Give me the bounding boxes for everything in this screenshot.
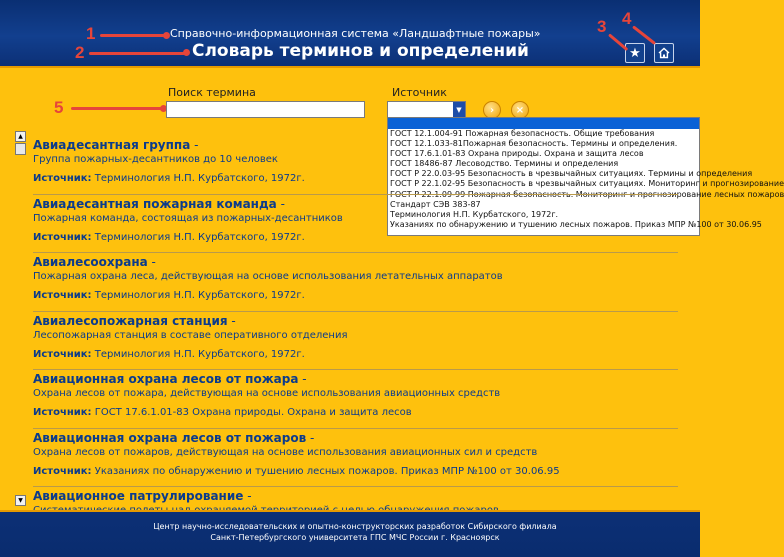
term-source: Терминология Н.П. Курбатского, 1972г.: [94, 173, 305, 184]
source-prefix: Источник:: [33, 407, 92, 418]
triangle-down-icon: ▼: [18, 497, 23, 504]
annotation-2: 2: [75, 43, 85, 62]
term-source: Терминология Н.П. Курбатского, 1972г.: [94, 290, 305, 301]
dropdown-option[interactable]: ГОСТ 18486-87 Лесоводство. Термины и определения: [390, 159, 619, 169]
list-item: Авиадесантная группа - Группа пожарных-десантников до 10 человек Источник: Терминология Н.П. Курбатского, 1972г.: [33, 136, 678, 195]
term-link[interactable]: Авиационная охрана лесов от пожаров: [33, 430, 307, 445]
dropdown-option[interactable]: Терминология Н.П. Курбатского, 1972г.: [390, 209, 559, 219]
dropdown-option[interactable]: ГОСТ 12.1.033-81Пожарная безопасность. Термины и определения.: [390, 139, 678, 149]
source-prefix: Источник:: [33, 173, 92, 184]
footer-line-2: Санкт-Петербургского университета ГПС МЧС России г. Красноярск: [210, 533, 500, 542]
list-item: Авиалесопожарная станция - Лесопожарная станция в составе оперативного отделения Источник: Терминология Н.П. Курбатского, 1972г.: [33, 312, 678, 371]
term-definition: Лесопожарная станция в составе оперативного отделения: [33, 329, 348, 341]
annotation-3: 3: [597, 17, 607, 36]
page-title: Словарь терминов и определений: [192, 41, 529, 61]
star-icon: ★: [629, 45, 641, 61]
term-definition: Охрана лесов от пожара, действующая на основе использования авиационных средств: [33, 388, 501, 399]
system-title: Справочно-информационная система «Ландшафтные пожары»: [170, 27, 541, 40]
dropdown-option[interactable]: ГОСТ 12.1.004-91 Пожарная безопасность. Общие требования: [390, 129, 655, 138]
list-item: Авиационная охрана лесов от пожара - Охрана лесов от пожара, действующая на основе использования авиационных средств Источник: ГОСТ 17.6.1.01-83 Охрана природы. Охрана и защита лесов: [33, 370, 678, 429]
term-link[interactable]: Авиалесопожарная станция: [33, 313, 228, 328]
app-footer: [0, 510, 700, 557]
term-source: Терминология Н.П. Курбатского, 1972г.: [94, 231, 305, 243]
source-select[interactable]: [387, 101, 466, 118]
favorites-button[interactable]: [625, 43, 645, 63]
list-item: Авиалесоохрана - Пожарная охрана леса, действующая на основе использования летательных аппаратов Источник: Терминология Н.П. Курбатского, 1972г.: [33, 253, 678, 312]
term-source: Указаниях по обнаружению и тушению лесных пожаров. Приказ МПР №100 от 30.06.95: [94, 465, 560, 477]
term-definition: Пожарная охрана леса, действующая на основе использования летательных аппаратов: [33, 271, 503, 282]
term-definition: Группа пожарных-десантников до 10 человек: [33, 154, 278, 165]
dropdown-selected-empty[interactable]: [388, 118, 699, 129]
term-source: Терминология Н.П. Курбатского, 1972г.: [94, 348, 305, 360]
annotation-4: 4: [622, 9, 632, 28]
annotation-1-line: [100, 34, 165, 37]
source-prefix: Источник:: [33, 290, 92, 301]
triangle-up-icon: ▲: [18, 133, 23, 140]
annotation-1: 1: [86, 24, 96, 43]
annotation-1-dot: [163, 32, 170, 39]
annotation-2-line: [89, 52, 186, 55]
home-button[interactable]: [654, 43, 674, 63]
close-icon: ×: [515, 104, 525, 116]
dropdown-option[interactable]: Стандарт СЭВ 383-87: [390, 199, 481, 209]
term-definition: Пожарная команда, состоящая из пожарных-десантников: [33, 212, 343, 224]
chevron-down-icon[interactable]: ▼: [453, 102, 465, 117]
term-link[interactable]: Авиадесантная пожарная команда: [33, 196, 277, 211]
source-prefix: Источник:: [33, 348, 92, 360]
scroll-thumb[interactable]: [15, 143, 26, 155]
scroll-down-button[interactable]: [15, 495, 26, 506]
dropdown-option[interactable]: ГОСТ Р 22.1.09-99 Пожарная безопасность. Мониторинг и прогнозирование лесных пожаров: [390, 189, 784, 199]
dropdown-option[interactable]: ГОСТ Р 22.0.03-95 Безопасность в чрезвычайных ситуациях. Термины и определения: [390, 169, 753, 179]
term-search-input[interactable]: [166, 101, 365, 118]
home-icon: [658, 47, 670, 59]
list-item: Авиадесантная пожарная команда - Пожарная команда, состоящая из пожарных-десантников Источник: Терминология Н.П. Курбатского, 1972г.: [33, 195, 678, 254]
term-link[interactable]: Авиалесоохрана: [33, 255, 148, 269]
annotation-5-line: [71, 107, 164, 110]
term-link[interactable]: Авиационная охрана лесов от пожара: [33, 372, 299, 386]
source-label: Источник: [392, 86, 447, 99]
dropdown-option[interactable]: ГОСТ 17.6.1.01-83 Охрана природы. Охрана и защита лесов: [390, 149, 644, 159]
term-search-label: Поиск термина: [168, 86, 256, 99]
arrow-right-icon: ›: [489, 104, 495, 116]
source-prefix: Источник:: [33, 231, 92, 243]
annotation-5: 5: [54, 98, 64, 117]
footer-line-1: Центр научно-исследовательских и опытно-конструкторских разработок Сибирского филиала: [153, 522, 557, 531]
term-link[interactable]: Авиационное патрулирование: [33, 489, 244, 503]
list-item: Авиационная охрана лесов от пожаров - Охрана лесов от пожаров, действующая на основе использования авиационных сил и средств Источник: Указаниях по обнаружению и тушению лесных пожаров. Приказ МПР №100 от 30.06.95: [33, 429, 678, 488]
dropdown-option[interactable]: Указаниях по обнаружению и тушению лесных пожаров. Приказ МПР №100 от 30.06.95: [390, 219, 762, 229]
source-prefix: Источник:: [33, 465, 92, 477]
term-list: [33, 136, 678, 508]
scroll-up-button[interactable]: [15, 131, 26, 142]
term-source: ГОСТ 17.6.1.01-83 Охрана природы. Охрана и защита лесов: [94, 407, 412, 418]
dropdown-option[interactable]: ГОСТ Р 22.1.02-95 Безопасность в чрезвычайных ситуациях. Мониторинг и прогнозирование: [390, 179, 784, 189]
list-item: Авиационное патрулирование -: [33, 487, 678, 546]
term-link[interactable]: Авиадесантная группа: [33, 138, 191, 152]
annotation-2-dot: [183, 49, 190, 56]
term-definition: Охрана лесов от пожаров, действующая на основе использования авиационных сил и средств: [33, 446, 538, 458]
